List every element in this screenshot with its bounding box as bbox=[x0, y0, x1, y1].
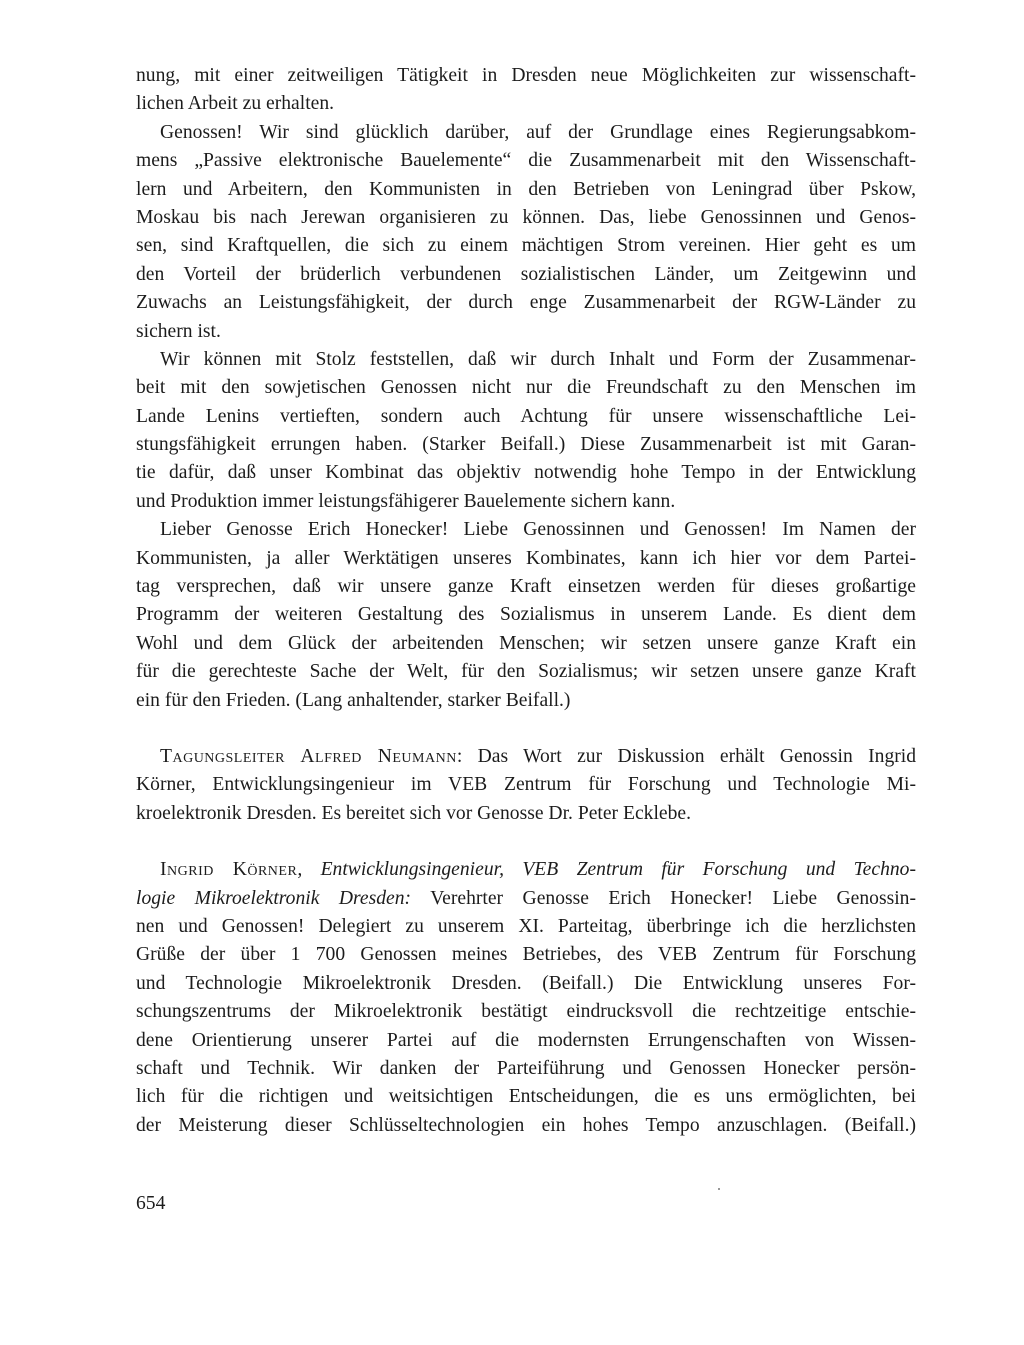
text-line: Kommunisten, ja aller Werktätigen unseres Kombinates, kann ich hier vor dem Partei- bbox=[136, 547, 916, 569]
text-line: Zuwachs an Leistungsfähigkeit, der durch enge Zusammenarbeit der RGW-Länder zu bbox=[136, 292, 916, 314]
paragraph-3 bbox=[136, 346, 916, 516]
document-page bbox=[136, 62, 916, 1140]
speaker-name: Ingrid Körner bbox=[160, 859, 298, 881]
speech bbox=[136, 856, 916, 1140]
speaker-role: Tagungsleiter bbox=[160, 745, 286, 767]
text-line: ein für den Frieden. (Lang anhaltender, starker Beifall.) bbox=[136, 689, 571, 711]
print-speck bbox=[718, 1188, 720, 1190]
text-line: Genossen! Wir sind glücklich darüber, auf der Grundlage eines Regierungsabkom- bbox=[160, 121, 916, 143]
text-line: sen, sind Kraftquellen, die sich zu einem mächtigen Strom vereinen. Hier geht es um bbox=[136, 235, 916, 257]
text-line: und Technologie Mikroelektronik Dresden. (Beifall.) Die Entwicklung unseres For- bbox=[136, 972, 916, 994]
text-line: lichen Arbeit zu erhalten. bbox=[136, 93, 335, 115]
text-line: nung, mit einer zeitweiligen Tätigkeit in Dresden neue Möglichkeiten zur wissenschaft- bbox=[136, 65, 916, 86]
text-line: Lande Lenins vertieften, sondern auch Achtung für unsere wissenschaftliche Lei- bbox=[136, 405, 916, 427]
paragraph-4 bbox=[136, 516, 916, 715]
text-line: Körner, Entwicklungsingenieur im VEB Zentrum für Forschung und Technologie Mi- bbox=[136, 774, 916, 796]
text-line: dene Orientierung unserer Partei auf die modernsten Errungenschaften von Wissen- bbox=[136, 1029, 916, 1051]
text-line: Programm der weiteren Gestaltung des Sozialismus in unserem Lande. Es dient dem bbox=[136, 604, 916, 626]
text-line: kroelektronik Dresden. Es bereitet sich vor Genosse Dr. Peter Ecklebe. bbox=[136, 802, 691, 824]
text-line: lern und Arbeitern, den Kommunisten in den Betrieben von Leningrad über Pskow, bbox=[136, 178, 916, 200]
text-line: den Vorteil der brüderlich verbundenen sozialistischen Länder, um Zeitgewinn und bbox=[136, 263, 916, 285]
text-line bbox=[136, 743, 916, 771]
text-line: tag versprechen, daß wir unsere ganze Kraft einsetzen werden für dieses großartige bbox=[136, 576, 916, 598]
speech-text: Verehrter Genosse Erich Honecker! Liebe Genossin- bbox=[411, 887, 916, 909]
text-line: Wir können mit Stolz feststellen, daß wir durch Inhalt und Form der Zusammenar- bbox=[160, 348, 916, 370]
announcement-text: : Das Wort zur Diskussion erhält Genossin Ingrid bbox=[456, 745, 917, 767]
text-line: schaft und Technik. Wir danken der Parteiführung und Genossen Honecker persön- bbox=[136, 1057, 916, 1079]
chair-announcement bbox=[136, 743, 916, 828]
text-line: nen und Genossen! Delegiert zu unserem XI. Parteitag, überbringe ich die herzlichsten bbox=[136, 915, 916, 937]
text-line: für die gerechteste Sache der Welt, für den Sozialismus; wir setzen unsere ganze Kraft bbox=[136, 661, 916, 683]
paragraph-1 bbox=[136, 62, 916, 119]
page-number: 654 bbox=[136, 1193, 166, 1214]
text-line: der Meisterung dieser Schlüsseltechnologien ein hohes Tempo anzuschlagen. (Beifall.) bbox=[136, 1114, 916, 1136]
speaker-name: Alfred Neumann bbox=[300, 745, 457, 767]
text-line: Grüße der über 1 700 Genossen meines Betriebes, des VEB Zentrum für Forschung bbox=[136, 944, 916, 966]
text-line: Lieber Genosse Erich Honecker! Liebe Genossinnen und Genossen! Im Namen der bbox=[160, 519, 916, 541]
text-line: mens „Passive elektronische Bauelemente“ die Zusammenarbeit mit den Wissenschaft- bbox=[136, 150, 916, 172]
text-line bbox=[136, 856, 916, 884]
text-line bbox=[136, 885, 916, 913]
text-line: und Produktion immer leistungsfähigerer Bauelemente sichern kann. bbox=[136, 490, 676, 512]
text-line: beit mit den sowjetischen Genossen nicht nur die Freundschaft zu den Menschen im bbox=[136, 377, 916, 399]
text-line: schungszentrums der Mikroelektronik bestätigt eindrucksvoll die rechtzeitige entschie- bbox=[136, 1001, 916, 1023]
text-line: Wohl und dem Glück der arbeitenden Menschen; wir setzen unsere ganze Kraft ein bbox=[136, 632, 916, 654]
text-line: stungsfähigkeit errungen haben. (Starker Beifall.) Diese Zusammenarbeit ist mit Garan- bbox=[136, 434, 916, 456]
text-line: tie dafür, daß unser Kombinat das objektiv notwendig hohe Tempo in der Entwicklung bbox=[136, 462, 916, 484]
text-line: Moskau bis nach Jerewan organisieren zu können. Das, liebe Genossinnen und Genos- bbox=[136, 206, 916, 228]
speaker-function: logie Mikroelektronik Dresden: bbox=[136, 887, 412, 909]
speaker-function: , Entwicklungsingenieur, VEB Zentrum für Forschung und Techno- bbox=[297, 859, 916, 881]
text-line: sichern ist. bbox=[136, 320, 221, 342]
paragraph-2 bbox=[136, 119, 916, 346]
text-line: lich für die richtigen und weitsichtigen Entscheidungen, die es uns ermöglichten, bei bbox=[136, 1086, 916, 1108]
